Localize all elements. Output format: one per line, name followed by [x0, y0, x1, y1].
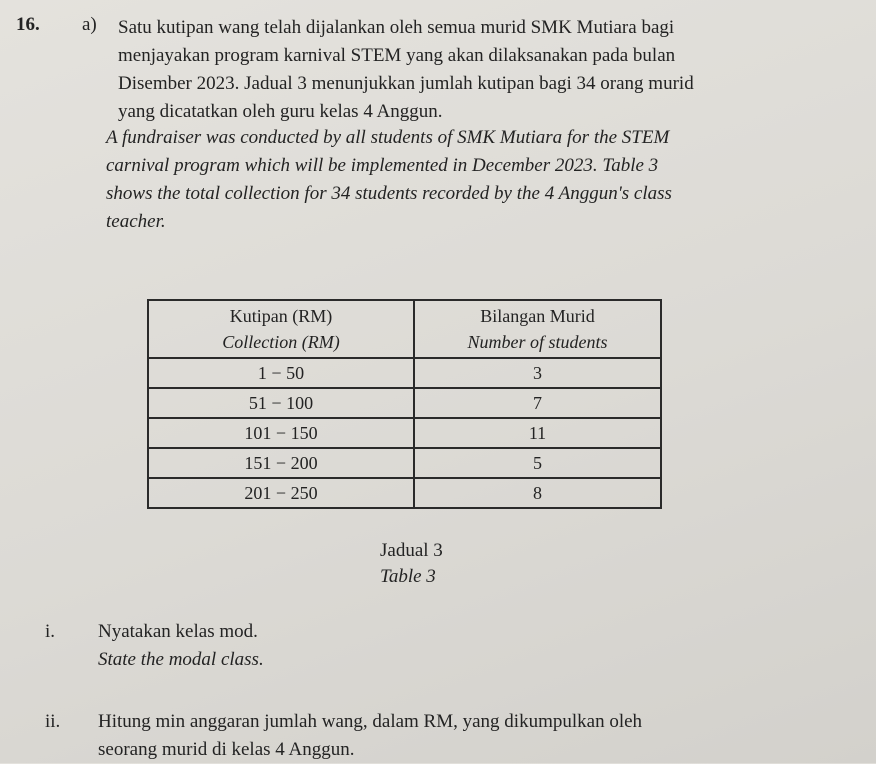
header-label-english: Collection (RM) — [222, 332, 340, 352]
text-line: carnival program which will be implemented in December 2023. Table 3 — [106, 155, 659, 176]
table-cell-collection: 51 − 100 — [148, 388, 414, 418]
table-caption-malay: Jadual 3 — [380, 540, 443, 561]
question-part: a) — [82, 14, 97, 35]
subquestion-text-line: Hitung min anggaran jumlah wang, dalam RM, yang dikumpulkan oleh — [98, 711, 643, 732]
table-header-row — [148, 300, 661, 358]
question-text-malay — [118, 14, 838, 126]
header-collection — [148, 300, 414, 358]
table-cell-collection: 201 − 250 — [148, 478, 414, 508]
text-line: yang dicatatkan oleh guru kelas 4 Anggun. — [118, 101, 443, 122]
text-line: A fundraiser was conducted by all students of SMK Mutiara for the STEM — [106, 127, 670, 148]
header-label-malay: Bilangan Murid — [480, 306, 595, 326]
table-row — [148, 478, 661, 508]
table-cell-students: 11 — [414, 418, 661, 448]
header-students — [414, 300, 661, 358]
table-cell-collection: 151 − 200 — [148, 448, 414, 478]
subquestion-text-line: seorang murid di kelas 4 Anggun. — [98, 739, 355, 760]
table-cell-students: 8 — [414, 478, 661, 508]
subquestion-ii — [98, 708, 838, 764]
header-label-english: Number of students — [467, 332, 608, 352]
table-cell-students: 7 — [414, 388, 661, 418]
table-row — [148, 388, 661, 418]
question-text-english — [106, 124, 846, 236]
text-line: menjayakan program karnival STEM yang akan dilaksanakan pada bulan — [118, 45, 676, 66]
text-line: shows the total collection for 34 students recorded by the 4 Anggun's class — [106, 183, 672, 204]
collection-table — [147, 299, 662, 509]
header-label-malay: Kutipan (RM) — [229, 306, 333, 326]
table-cell-collection: 1 − 50 — [148, 358, 414, 388]
table-cell-students: 5 — [414, 448, 661, 478]
table-cell-students: 3 — [414, 358, 661, 388]
table-row — [148, 418, 661, 448]
question-number: 16. — [16, 14, 40, 35]
subquestion-i — [98, 618, 838, 674]
text-line: Disember 2023. Jadual 3 menunjukkan jumlah kutipan bagi 34 orang murid — [118, 73, 694, 94]
subquestion-number: i. — [45, 621, 56, 642]
table-caption-english: Table 3 — [380, 566, 436, 587]
text-line: Satu kutipan wang telah dijalankan oleh semua murid SMK Mutiara bagi — [118, 17, 675, 38]
table-cell-collection: 101 − 150 — [148, 418, 414, 448]
subquestion-number: ii. — [45, 711, 61, 732]
table-row — [148, 358, 661, 388]
subquestion-text-malay: Nyatakan kelas mod. — [98, 621, 258, 642]
subquestion-text-english: State the modal class. — [98, 649, 264, 670]
text-line: teacher. — [106, 211, 166, 232]
table-row — [148, 448, 661, 478]
